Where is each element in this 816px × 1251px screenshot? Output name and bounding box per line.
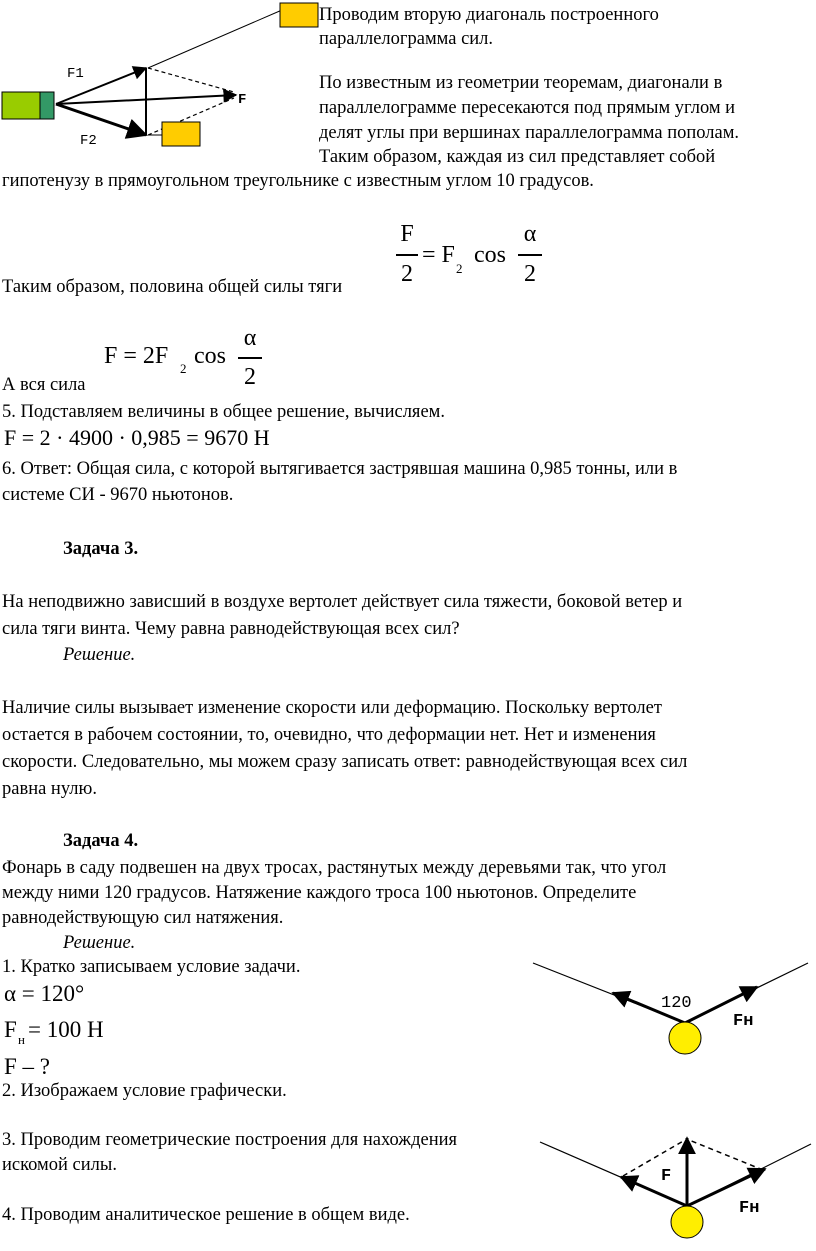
resultant-label: F	[661, 1167, 672, 1186]
answer-line-1: 6. Ответ: Общая сила, с которой вытягивается застрявшая машина 0,985 тонны, или в	[2, 459, 678, 479]
intro-line-7: гипотенузу в прямоугольном треугольнике с известным углом 10 градусов.	[2, 171, 594, 191]
task3-solution-1: Наличие силы вызывает изменение скорости или деформацию. Поскольку вертолет	[2, 698, 662, 718]
total-force-bar	[238, 357, 262, 359]
task4-question-2: между ними 120 градусов. Натяжение каждого троса 100 ньютонов. Определите	[2, 883, 637, 903]
task3-heading: Задача 3.	[63, 539, 139, 559]
total-force-lead: F = 2F	[104, 343, 169, 369]
stuck-car-cab	[40, 92, 54, 119]
given-alpha: α = 120°	[4, 981, 85, 1006]
half-force-lhs-num: F	[400, 221, 414, 247]
task4-solution-label: Решение.	[63, 933, 136, 953]
task4-step-2: 2. Изображаем условие графически.	[2, 1081, 287, 1101]
task4-step-3a: 3. Проводим геометрические построения для нахождения	[2, 1130, 458, 1150]
dashed-left	[623, 1140, 685, 1176]
intro-line-4: параллелограмме пересекаются под прямым углом и	[319, 98, 736, 118]
given-f-unknown: F – ?	[4, 1054, 50, 1079]
tension-left-arrow	[621, 1177, 687, 1206]
task4-question-3: равнодействующую сил натяжения.	[2, 908, 284, 928]
intro-line-2: параллелограмма сил.	[319, 29, 494, 49]
parallelogram-dashed-top	[148, 68, 234, 92]
task3-solution-label: Решение.	[63, 645, 136, 665]
lamp-circle	[671, 1206, 703, 1238]
parallelogram-diagram	[0, 0, 320, 160]
stuck-car-body	[2, 92, 42, 119]
half-force-lhs-den: 2	[401, 261, 413, 287]
angle-label: 120	[661, 994, 692, 1013]
calculation-formula: F = 2 · 4900 · 0,985 = 9670 Н	[4, 425, 270, 450]
task3-question-1: На неподвижно зависший в воздухе вертолет действует сила тяжести, боковой ветер и	[2, 592, 683, 612]
force-f2-arrow	[56, 104, 146, 135]
task4-step-1: 1. Кратко записываем условие задачи.	[2, 957, 301, 977]
given-fn-sub: н	[18, 1032, 25, 1047]
intro-line-5: делят углы при вершинах параллелограмма пополам.	[319, 123, 740, 143]
total-force-alpha: α	[243, 325, 257, 351]
half-force-rhs-den: 2	[524, 261, 536, 287]
half-force-text: Таким образом, половина общей силы тяги	[2, 277, 343, 297]
intro-line-3: По известным из геометрии теоремам, диагонали в	[319, 73, 723, 93]
half-force-lhs-bar	[396, 254, 418, 256]
intro-line-6: Таким образом, каждая из сил представляет собой	[319, 147, 716, 167]
task3-solution-2: остается в рабочем состоянии, то, очевидно, что деформации нет. Нет и изменения	[2, 725, 656, 745]
half-force-sub: 2	[456, 261, 463, 276]
resultant-construction-diagram	[535, 1132, 816, 1251]
task4-heading: Задача 4.	[63, 831, 139, 851]
task3-solution-4: равна нулю.	[2, 779, 97, 799]
half-force-eq: = F	[422, 242, 455, 268]
task4-question-1: Фонарь в саду подвешен на двух тросах, растянутых между деревьями так, что угол	[2, 858, 667, 878]
label-f2: F2	[80, 133, 97, 149]
lamp-circle	[669, 1022, 701, 1054]
total-force-den: 2	[244, 364, 256, 390]
total-force-text: А вся сила	[2, 375, 86, 395]
given-fn-tail: = 100 Н	[28, 1017, 104, 1042]
label-f: F	[238, 92, 247, 108]
given-fn-lead: F	[4, 1017, 17, 1042]
task3-question-2: сила тяги винта. Чему равна равнодействующая всех сил?	[2, 619, 460, 639]
tension-label: Fн	[739, 1199, 760, 1218]
dashed-right	[689, 1140, 763, 1170]
task3-solution-3: скорости. Следовательно, мы можем сразу записать ответ: равнодействующая всех сил	[2, 752, 688, 772]
lamp-ropes-diagram	[525, 955, 816, 1060]
task4-step-3b: искомой силы.	[2, 1155, 117, 1175]
total-force-cos: cos	[194, 343, 226, 369]
half-force-cos: cos	[474, 242, 506, 268]
tow-rope-upper	[148, 10, 282, 68]
step-5: 5. Подставляем величины в общее решение, вычисляем.	[2, 402, 445, 422]
tension-label: Fн	[733, 1012, 754, 1031]
answer-line-2: системе СИ - 9670 ньютонов.	[2, 485, 234, 505]
upper-truck-block	[280, 3, 318, 27]
half-force-rhs-bar	[518, 254, 542, 256]
task4-step-4: 4. Проводим аналитическое решение в общем виде.	[2, 1205, 410, 1225]
total-force-sub: 2	[180, 361, 187, 376]
intro-line-1: Проводим вторую диагональ построенного	[319, 5, 659, 25]
half-force-alpha: α	[523, 221, 537, 247]
lower-truck-block	[162, 122, 200, 146]
label-f1: F1	[67, 66, 84, 82]
